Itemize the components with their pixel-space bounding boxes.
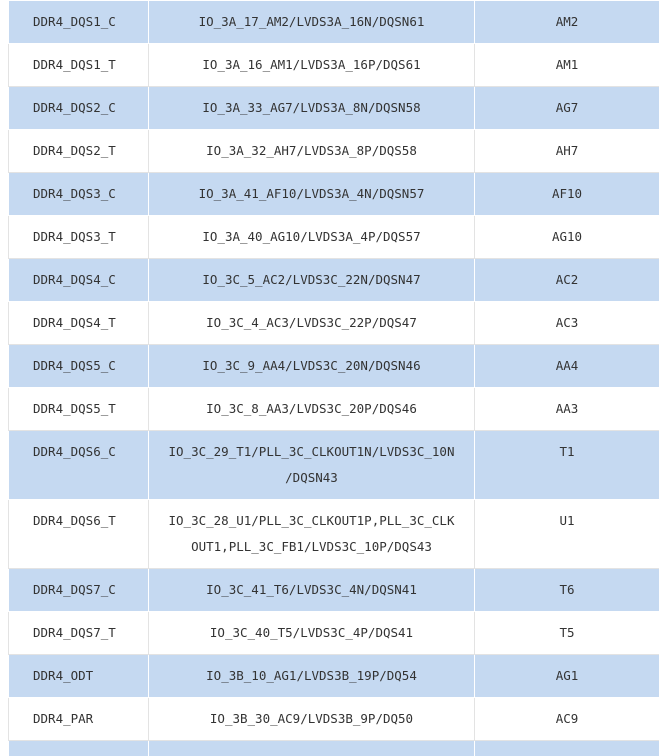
- pin-function-cell: [149, 741, 475, 756]
- table-row: [9, 431, 659, 500]
- signal-cell: DDR4_DQS4_C: [9, 259, 149, 302]
- pin-function-cell: IO_3A_40_AG10/LVDS3A_4P/DQS57: [149, 216, 475, 259]
- pin-function-cell: IO_3C_8_AA3/LVDS3C_20P/DQS46: [149, 388, 475, 431]
- table-row: [9, 698, 659, 741]
- pin-cell: AM2: [475, 1, 659, 44]
- table-row: [9, 345, 659, 388]
- table-row: [9, 302, 659, 345]
- pin-cell: U1: [475, 500, 659, 569]
- pin-function-cell: IO_3B_10_AG1/LVDS3B_19P/DQ54: [149, 655, 475, 698]
- signal-cell: DDR4_DQS7_C: [9, 569, 149, 612]
- pin-cell: AG7: [475, 87, 659, 130]
- table-row: [9, 173, 659, 216]
- pin-cell: T6: [475, 569, 659, 612]
- pin-function-cell: [149, 500, 475, 569]
- signal-cell: DDR4_DQS3_C: [9, 173, 149, 216]
- pin-function-cell: IO_3A_33_AG7/LVDS3A_8N/DQSN58: [149, 87, 475, 130]
- table-row: [9, 569, 659, 612]
- signal-cell: DDR4_DQS1_T: [9, 44, 149, 87]
- table-row: [9, 655, 659, 698]
- pin-cell: AG1: [475, 655, 659, 698]
- table-row: [9, 216, 659, 259]
- table-row-partial: [9, 741, 659, 756]
- pin-function-line: OUT1,PLL_3C_FB1/LVDS3C_10P/DQS43: [191, 539, 432, 554]
- pin-cell: AG10: [475, 216, 659, 259]
- pin-function-line: IO_3C_28_U1/PLL_3C_CLKOUT1P,PLL_3C_CLK: [168, 513, 455, 528]
- pin-function-cell: IO_3A_17_AM2/LVDS3A_16N/DQSN61: [149, 1, 475, 44]
- signal-cell: DDR4_DQS4_T: [9, 302, 149, 345]
- signal-cell: DDR4_DQS2_C: [9, 87, 149, 130]
- signal-cell: DDR4_ODT: [9, 655, 149, 698]
- signal-cell: DDR4_PAR: [9, 698, 149, 741]
- pin-function-cell: IO_3A_32_AH7/LVDS3A_8P/DQS58: [149, 130, 475, 173]
- pin-function-cell: IO_3C_5_AC2/LVDS3C_22N/DQSN47: [149, 259, 475, 302]
- pin-cell: AF10: [475, 173, 659, 216]
- pin-cell: AC2: [475, 259, 659, 302]
- pin-function-cell: IO_3C_40_T5/LVDS3C_4P/DQS41: [149, 612, 475, 655]
- pin-cell: AA3: [475, 388, 659, 431]
- pin-cell: AC3: [475, 302, 659, 345]
- pin-cell: AA4: [475, 345, 659, 388]
- signal-cell: DDR4_DQS2_T: [9, 130, 149, 173]
- table-row: [9, 87, 659, 130]
- table-row: [9, 500, 659, 569]
- signal-cell: DDR4_DQS5_C: [9, 345, 149, 388]
- pin-table-container: [8, 0, 659, 756]
- pin-function-cell: IO_3A_41_AF10/LVDS3A_4N/DQSN57: [149, 173, 475, 216]
- pin-cell: AH7: [475, 130, 659, 173]
- signal-cell: DDR4_DQS6_T: [9, 500, 149, 569]
- signal-cell: DDR4_DQS3_T: [9, 216, 149, 259]
- signal-cell: DDR4_DQS5_T: [9, 388, 149, 431]
- table-row: [9, 44, 659, 87]
- signal-cell: [9, 741, 149, 756]
- pin-function-cell: [149, 431, 475, 500]
- pin-function-cell: IO_3C_9_AA4/LVDS3C_20N/DQSN46: [149, 345, 475, 388]
- signal-cell: DDR4_DQS6_C: [9, 431, 149, 500]
- table-row: [9, 1, 659, 44]
- pin-function-cell: IO_3C_41_T6/LVDS3C_4N/DQSN41: [149, 569, 475, 612]
- pin-cell: AM1: [475, 44, 659, 87]
- pin-assignment-table: [8, 0, 659, 756]
- table-row: [9, 612, 659, 655]
- pin-function-cell: IO_3C_4_AC3/LVDS3C_22P/DQS47: [149, 302, 475, 345]
- table-row: [9, 130, 659, 173]
- pin-cell: T5: [475, 612, 659, 655]
- pin-function-cell: IO_3A_16_AM1/LVDS3A_16P/DQS61: [149, 44, 475, 87]
- pin-function-line: /DQSN43: [285, 470, 338, 485]
- pin-cell: T1: [475, 431, 659, 500]
- pin-function-line: IO_3C_29_T1/PLL_3C_CLKOUT1N/LVDS3C_10N: [168, 444, 455, 459]
- pin-cell: AC9: [475, 698, 659, 741]
- pin-cell: [475, 741, 659, 756]
- signal-cell: DDR4_DQS7_T: [9, 612, 149, 655]
- signal-cell: DDR4_DQS1_C: [9, 1, 149, 44]
- table-row: [9, 388, 659, 431]
- pin-function-cell: IO_3B_30_AC9/LVDS3B_9P/DQ50: [149, 698, 475, 741]
- table-row: [9, 259, 659, 302]
